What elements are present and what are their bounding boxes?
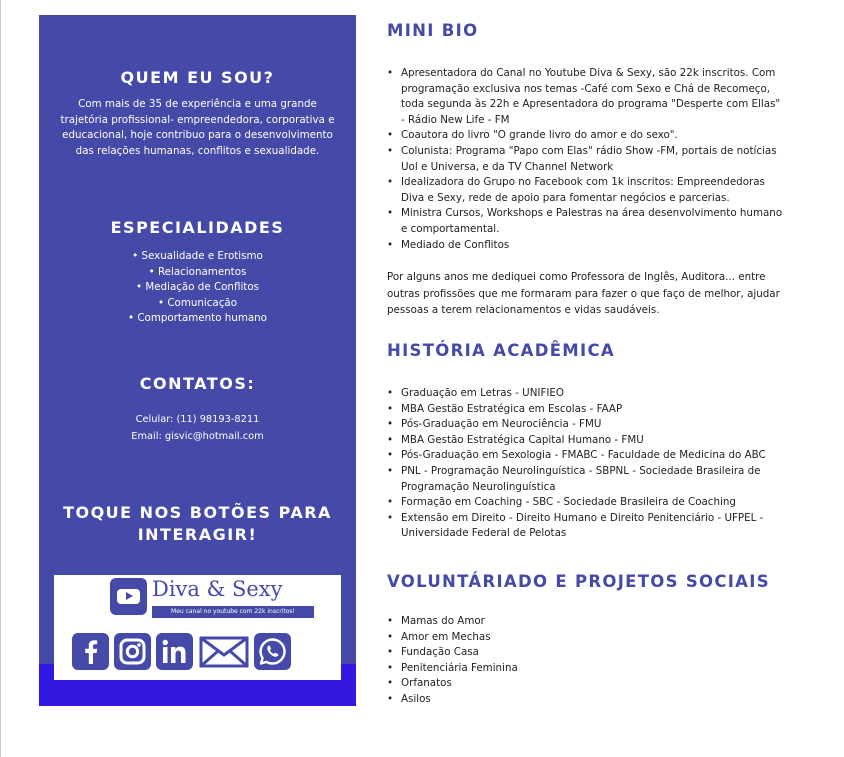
contacts-heading: CONTATOS: [139, 374, 256, 393]
contact-details [39, 412, 356, 445]
academic-item [387, 511, 812, 542]
volunteer-item [387, 630, 812, 646]
specialty-item: • Sexualidade e Erotismo [132, 250, 263, 262]
academic-line: Pós-Graduação em Sexologia - FMABC - Faculdade de Medicina do ABC [401, 449, 766, 462]
bio-item [387, 66, 812, 128]
academic-line: Extensão em Direito - Direito Humano e Direito Penitenciário - UFPEL - [401, 511, 764, 524]
volunteer-item [387, 645, 812, 661]
volunteer-line: Penitenciária Feminina [401, 661, 518, 674]
academic-line: MBA Gestão Estratégica Capital Humano - FMU [401, 433, 644, 446]
bio-item [387, 144, 812, 175]
volunteer-line: Amor em Mechas [401, 630, 491, 643]
bio-item [387, 206, 812, 237]
facebook-icon[interactable] [72, 633, 109, 670]
contact-email: Email: gisvic@hotmail.com [131, 430, 264, 442]
academic-item [387, 495, 812, 511]
bio-line: e comportamental. [401, 222, 500, 235]
contact-phone: Celular: (11) 98193-8211 [135, 414, 260, 425]
about-heading: QUEM EU SOU? [120, 68, 275, 87]
brand-name[interactable]: Diva & Sexy [152, 577, 283, 601]
volunteer-item [387, 692, 812, 708]
bio-line: Ministra Cursos, Workshops e Palestras na área desenvolvimento humano [401, 207, 783, 220]
volunteer-item [387, 661, 812, 677]
bio-paragraph [387, 269, 817, 319]
sidebar [39, 15, 356, 706]
volunteer-item [387, 614, 812, 630]
bio-line: Colunista: Programa "Papo com Elas" rádio Show -FM, portais de notícias [401, 144, 777, 157]
bio-line: Idealizadora do Grupo no Facebook com 1k inscritos: Empreendedoras [401, 176, 765, 189]
instagram-icon[interactable] [114, 633, 151, 670]
whatsapp-icon[interactable] [254, 633, 291, 670]
linkedin-icon[interactable] [156, 633, 193, 670]
specialties-heading: ESPECIALIDADES [110, 218, 285, 237]
volunteer-line: Mamas do Amor [401, 615, 485, 627]
academic-item [387, 433, 812, 449]
academic-item [387, 448, 812, 464]
academic-heading: HISTÓRIA ACADÊMICA [387, 341, 615, 360]
academic-list [387, 386, 812, 542]
cta-line: INTERAGIR! [137, 525, 258, 544]
volunteer-heading: VOLUNTÁRIADO E PROJETOS SOCIAIS [387, 572, 770, 591]
cta-line: TOQUE NOS BOTÕES PARA [63, 503, 332, 522]
bio-line: Apresentadora do Canal no Youtube Diva & Sexy, são 22k inscritos. Com [401, 67, 776, 79]
specialty-item: • Comportamento humano [127, 312, 267, 325]
bio-item [387, 175, 812, 206]
bio-line: toda segunda às 22h e Apresentadora do programa "Desperte com Ellas" [401, 98, 781, 111]
bio-line: Mediado de Conflitos [401, 238, 510, 251]
volunteer-line: Fundação Casa [401, 646, 479, 659]
bio-line: Diva e Sexy, rede de apoio para fomentar negócios e parcerias. [401, 191, 730, 204]
bio-heading: MINI BIO [387, 21, 479, 40]
youtube-icon[interactable] [110, 578, 147, 615]
academic-item [387, 402, 812, 418]
about-text: Com mais de 35 de experiência e uma grande trajetória profissional- empreendedora, corporativa e educacional, hoje contribuo para o desenvolvimento das relações humanas, conflitos e sexualidade. [60, 98, 335, 157]
volunteer-item [387, 676, 812, 692]
specialty-item: • Mediação de Conflitos [135, 281, 260, 294]
volunteer-line: Orfanatos [401, 677, 452, 690]
bio-line: Uol e Universa, e da TV Channel Network [401, 160, 614, 173]
page-left-border [0, 0, 1, 757]
academic-item [387, 464, 812, 495]
bio-list [387, 66, 812, 253]
bio-paragraph-line: outras profissões que me formaram para fazer o que faço de melhor, ajudar [387, 287, 780, 300]
brand-tagline: Meu canal no youtube com 22k inscritos! [152, 606, 314, 618]
academic-line: Programação Neurolinguística [401, 480, 556, 493]
academic-line: Universidade Federal de Pelotas [401, 527, 567, 540]
specialty-item: • Relacionamentos [148, 265, 247, 278]
bio-paragraph-line: Por alguns anos me dediquei como Professora de Inglês, Auditora... entre [387, 271, 766, 283]
bio-item [387, 128, 812, 144]
bio-line: Coautora do livro "O grande livro do amor e do sexo". [401, 129, 678, 142]
academic-line: Formação em Coaching - SBC - Sociedade Brasileira de Coaching [401, 496, 736, 509]
academic-line: Pós-Graduação em Neurociência - FMU [401, 418, 602, 431]
academic-item [387, 386, 812, 402]
volunteer-line: Asilos [401, 692, 431, 705]
social-card [54, 575, 341, 680]
specialty-item: • Comunicação [157, 296, 238, 309]
bio-line: programação exclusiva nos temas -Café com Sexo e Chá de Recomeço, [401, 82, 771, 95]
email-icon[interactable] [198, 633, 250, 670]
bio-line: - Rádio New Life - FM [401, 113, 510, 126]
academic-item [387, 417, 812, 433]
volunteer-list [387, 614, 812, 708]
academic-line: Graduação em Letras - UNIFIEO [401, 387, 565, 399]
specialties-list [39, 249, 356, 327]
bio-paragraph-line: pessoas a terem relacionamentos e vidas saudáveis. [387, 304, 660, 316]
academic-line: MBA Gestão Estratégica em Escolas - FAAP [401, 402, 623, 415]
cta-heading [39, 502, 356, 546]
academic-line: PNL - Programação Neurolinguística - SBPNL - Sociedade Brasileira de [401, 464, 761, 477]
bio-item [387, 238, 812, 254]
